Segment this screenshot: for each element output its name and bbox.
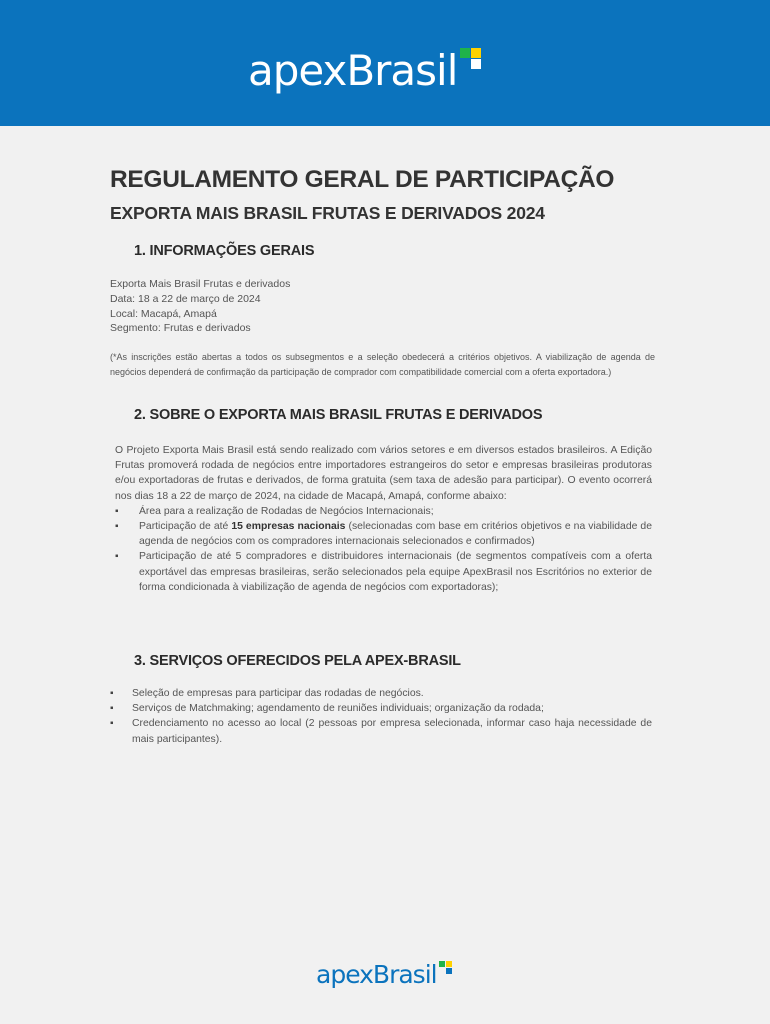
header-banner [0, 0, 770, 126]
info-line: Segmento: Frutas e derivados [110, 322, 251, 335]
list-item: ▪ Credenciamento no acesso ao local (2 pessoas por empresa selecionada, informar caso haja necessidade de mais participantes). [110, 716, 652, 746]
document-title: REGULAMENTO GERAL DE PARTICIPAÇÃO [110, 166, 615, 193]
list-item: ▪ Seleção de empresas para participar das rodadas de negócios. [110, 686, 652, 701]
list-item: ▪ Área para a realização de Rodadas de Negócios Internacionais; [115, 504, 652, 519]
document-subtitle: EXPORTA MAIS BRASIL FRUTAS E DERIVADOS 2024 [110, 203, 545, 223]
footer-logo [316, 962, 452, 987]
highlight-text: 15 empresas nacionais [231, 521, 346, 533]
logo-mark-icon [460, 48, 482, 70]
section-3-heading: 3. SERVIÇOS OFERECIDOS PELA APEX-BRASIL [134, 653, 461, 669]
list-item-text: (selecionadas com base em critérios objetivos e na viabilidade de agenda de negócios com os compradores internacionais selecionados e confirmados) [139, 521, 652, 548]
list-item: ▪ Serviços de Matchmaking; agendamento de reuniões individuais; organização da rodada; [110, 701, 652, 716]
list-item-text: Participação de até [139, 521, 232, 533]
info-line: Exporta Mais Brasil Frutas e derivados [110, 278, 291, 290]
apexbrasil-logo [248, 46, 482, 95]
section-2-body [115, 443, 652, 595]
section-1-heading: 1. INFORMAÇÕES GERAIS [134, 243, 315, 259]
logo-text: apexBrasil [316, 960, 437, 989]
general-info [110, 277, 290, 336]
services-list [110, 686, 652, 747]
logo-mark-icon [439, 961, 452, 974]
logo-text: apexBrasil [248, 46, 458, 95]
eligibility-note: (*As inscrições estão abertas a todos os subsegmentos e a seleção obedecerá a critérios objetivos. A viabilização de agenda de negócios dependerá de confirmação da participação de comprador com compatibilidade comercial com a oferta exportadora.) [110, 352, 655, 377]
list-item: ▪ Participação de até 5 compradores e distribuidores internacionais (de segmentos compatíveis com a oferta exportável das empresas brasileiras, serão selecionados pela equipe ApexBrasil nos Escritórios no exterior de forma condicionada à viabilização de agenda de negócios com exportadoras); [115, 549, 652, 595]
list-item [115, 519, 652, 549]
info-line: Local: Macapá, Amapá [110, 307, 217, 320]
section-2-heading: 2. SOBRE O EXPORTA MAIS BRASIL FRUTAS E DERIVADOS [134, 407, 543, 423]
info-line: Data: 18 a 22 de março de 2024 [110, 292, 261, 305]
section-2-paragraph: O Projeto Exporta Mais Brasil está sendo realizado com vários setores e em diversos estados brasileiros. A Edição Frutas promoverá rodada de negócios entre importadores estrangeiros do setor e empresas brasileiras produtoras e/ou exportadoras de frutas e derivados, de forma gratuita (sem taxa de adesão para participar). O evento ocorrerá nos dias 18 a 22 de março de 2024, na cidade de Macapá, Amapá, conforme abaixo: [115, 445, 652, 502]
event-list [115, 504, 652, 595]
